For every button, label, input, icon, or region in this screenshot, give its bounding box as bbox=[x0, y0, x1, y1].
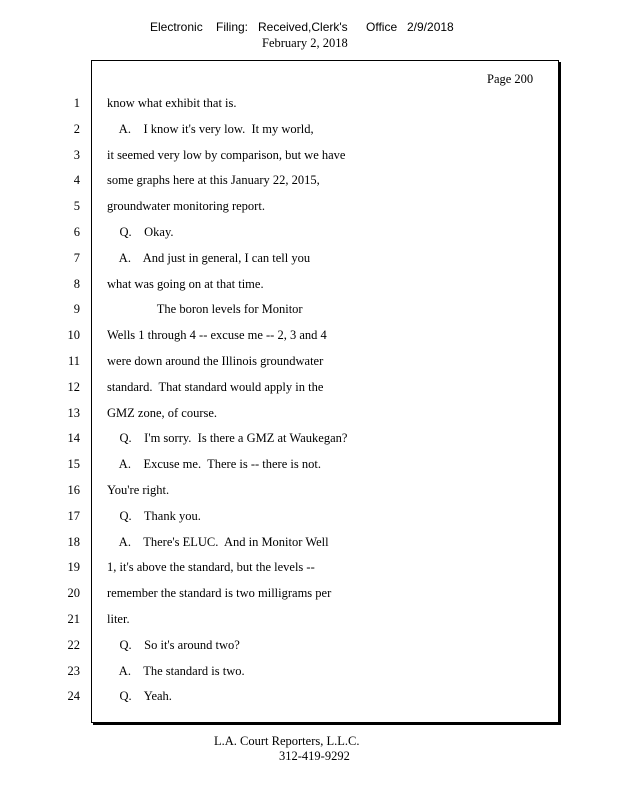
line-number: 14 bbox=[67, 431, 80, 445]
transcript-line: Q. So it's around two? bbox=[107, 638, 240, 652]
line-number: 1 bbox=[73, 96, 80, 110]
transcript-line: Q. Okay. bbox=[107, 225, 174, 239]
transcript-line: it seemed very low by comparison, but we have bbox=[107, 148, 346, 162]
transcript-line: know what exhibit that is. bbox=[107, 96, 237, 110]
transcript-line: A. The standard is two. bbox=[107, 664, 245, 678]
page-number: Page 200 bbox=[487, 72, 534, 86]
line-number: 12 bbox=[67, 380, 80, 394]
transcript-line: 1, it's above the standard, but the levels -- bbox=[107, 560, 315, 574]
transcript-line: GMZ zone, of course. bbox=[107, 406, 218, 420]
transcript-date: February 2, 2018 bbox=[262, 36, 348, 50]
line-number: 6 bbox=[73, 225, 80, 239]
line-number: 3 bbox=[73, 148, 80, 162]
line-number: 9 bbox=[73, 302, 80, 316]
line-number: 23 bbox=[67, 664, 80, 678]
line-number: 16 bbox=[67, 483, 80, 497]
transcript-line: A. And just in general, I can tell you bbox=[107, 251, 311, 265]
line-number: 10 bbox=[67, 328, 80, 342]
transcript-line: groundwater monitoring report. bbox=[107, 199, 265, 213]
transcript-line: standard. That standard would apply in the bbox=[107, 380, 324, 394]
transcript-line: The boron levels for Monitor bbox=[107, 302, 303, 316]
line-number: 19 bbox=[67, 560, 80, 574]
line-number: 20 bbox=[67, 586, 80, 600]
transcript-line: Q. Yeah. bbox=[107, 689, 172, 703]
line-number: 22 bbox=[67, 638, 80, 652]
stamp-date: 2/9/2018 bbox=[407, 20, 454, 34]
stamp-received: Received,Clerk's bbox=[258, 20, 348, 34]
transcript-line: You're right. bbox=[107, 483, 170, 497]
transcript-line: liter. bbox=[107, 612, 130, 626]
footer-phone: 312-419-9292 bbox=[279, 749, 350, 763]
line-number: 15 bbox=[67, 457, 80, 471]
transcript-line: Q. Thank you. bbox=[107, 509, 201, 523]
line-number: 2 bbox=[73, 122, 80, 136]
line-number: 18 bbox=[67, 535, 80, 549]
transcript-line: remember the standard is two milligrams per bbox=[107, 586, 332, 600]
transcript-line: Q. I'm sorry. Is there a GMZ at Waukegan? bbox=[107, 431, 348, 445]
stamp-filing: Filing: bbox=[216, 20, 249, 34]
line-number: 8 bbox=[73, 277, 80, 291]
transcript-line: A. Excuse me. There is -- there is not. bbox=[107, 457, 321, 471]
line-number: 7 bbox=[73, 251, 80, 265]
line-number: 24 bbox=[67, 689, 80, 703]
transcript-line: were down around the Illinois groundwater bbox=[107, 354, 324, 368]
line-number: 5 bbox=[73, 199, 80, 213]
line-number: 4 bbox=[73, 173, 80, 187]
stamp-office: Office bbox=[366, 20, 398, 34]
transcript-line: A. I know it's very low. It my world, bbox=[107, 122, 314, 136]
line-number: 21 bbox=[67, 612, 80, 626]
footer-company: L.A. Court Reporters, L.L.C. bbox=[214, 734, 360, 748]
transcript-line: A. There's ELUC. And in Monitor Well bbox=[107, 535, 329, 549]
line-number: 17 bbox=[67, 509, 80, 523]
stamp-electronic: Electronic bbox=[150, 20, 203, 34]
line-number: 11 bbox=[67, 354, 80, 368]
transcript-line: what was going on at that time. bbox=[107, 277, 264, 291]
transcript-line: some graphs here at this January 22, 2015, bbox=[107, 173, 320, 187]
transcript-line: Wells 1 through 4 -- excuse me -- 2, 3 and 4 bbox=[107, 328, 327, 342]
line-number: 13 bbox=[67, 406, 80, 420]
